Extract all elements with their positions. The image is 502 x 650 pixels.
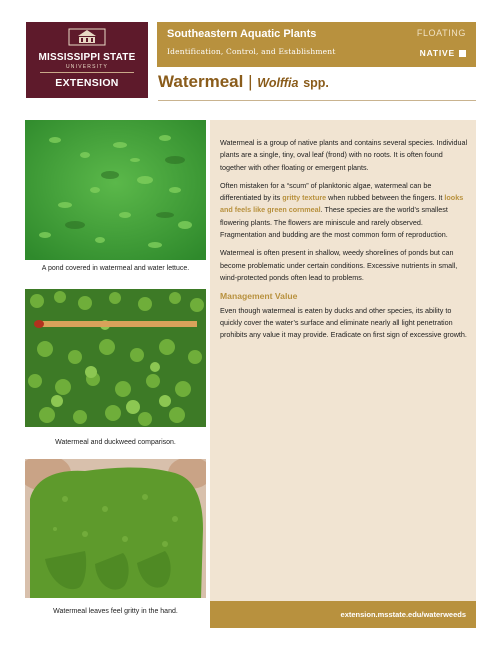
status-label	[420, 48, 466, 58]
page-title	[158, 72, 329, 92]
logo-university-sub: UNIVERSITY	[65, 64, 108, 70]
pond-image	[25, 120, 206, 260]
paragraph-description: Watermeal is a group of native plants and contains several species. Individual plants are a single, tiny, oval leaf (frond) with no roots. It is often found together with other floating or emergent plants.	[220, 138, 468, 172]
photo-caption: A pond covered in watermeal and water lettuce.	[41, 265, 190, 272]
text-run: when rubbed between the fingers. It	[326, 193, 445, 203]
paragraph-habitat: Watermeal is often present in shallow, weedy shorelines of ponds but can become problematic under certain conditions. Excessive nutrients in small, wind-protected ponds often lead to problems.	[220, 248, 458, 282]
management-heading: Management Value	[220, 291, 298, 302]
photo-caption: Watermeal leaves feel gritty in the hand.	[53, 608, 178, 615]
photo-caption: Watermeal and duckweed comparison.	[55, 439, 176, 446]
status-text: NATIVE	[419, 48, 455, 58]
body-text	[220, 137, 468, 347]
paragraph-identification	[220, 180, 468, 241]
comparison-image	[25, 289, 206, 427]
photo-watermeal-hand	[25, 459, 206, 598]
matchstick	[39, 321, 197, 327]
scientific-suffix: spp.	[303, 76, 329, 90]
category-label: FLOATING	[416, 28, 466, 38]
photo-duckweed-comparison	[25, 289, 206, 427]
header-band	[157, 22, 476, 67]
hand-image	[25, 459, 206, 598]
logo-university: MISSISSIPPI STATE	[38, 52, 136, 63]
photo-pond-watermeal	[25, 120, 206, 260]
highlight-cornmeal: looks and feels like green cornmeal	[220, 193, 464, 215]
text-run: . These species are the world’s smallest flowering plants. The flowers are miniscule and rarely observed. Fragmentation and budding are the most common form of reproduction.	[220, 205, 448, 240]
logo-divider	[40, 72, 134, 73]
title-separator: |	[248, 72, 253, 91]
highlight-gritty-texture: gritty texture	[282, 193, 327, 203]
logo-extension: EXTENSION	[55, 77, 119, 89]
square-icon	[459, 50, 466, 57]
scientific-name: Wolffia	[257, 76, 299, 90]
description-panel	[210, 120, 476, 628]
msu-extension-logo	[26, 22, 148, 98]
text-run: Often mistaken for a “scum” of planktonic algae, watermeal can be differentiated by its	[220, 180, 432, 203]
series-subtitle: Identification, Control, and Establishment	[167, 47, 336, 56]
series-title: Southeastern Aquatic Plants	[167, 28, 317, 40]
common-name: Watermeal	[158, 72, 244, 91]
msu-seal-icon	[68, 28, 106, 46]
footer-band	[210, 601, 476, 628]
footer-url[interactable]: extension.msstate.edu/waterweeds	[340, 610, 466, 619]
title-rule	[158, 100, 476, 101]
paragraph-management: Even though watermeal is eaten by ducks and other species, its ability to quickly cover the water’s surface and eliminate nearly all light penetration prohibits any value it may provide. Eradicate on first sign of excessive growth.	[220, 305, 467, 340]
